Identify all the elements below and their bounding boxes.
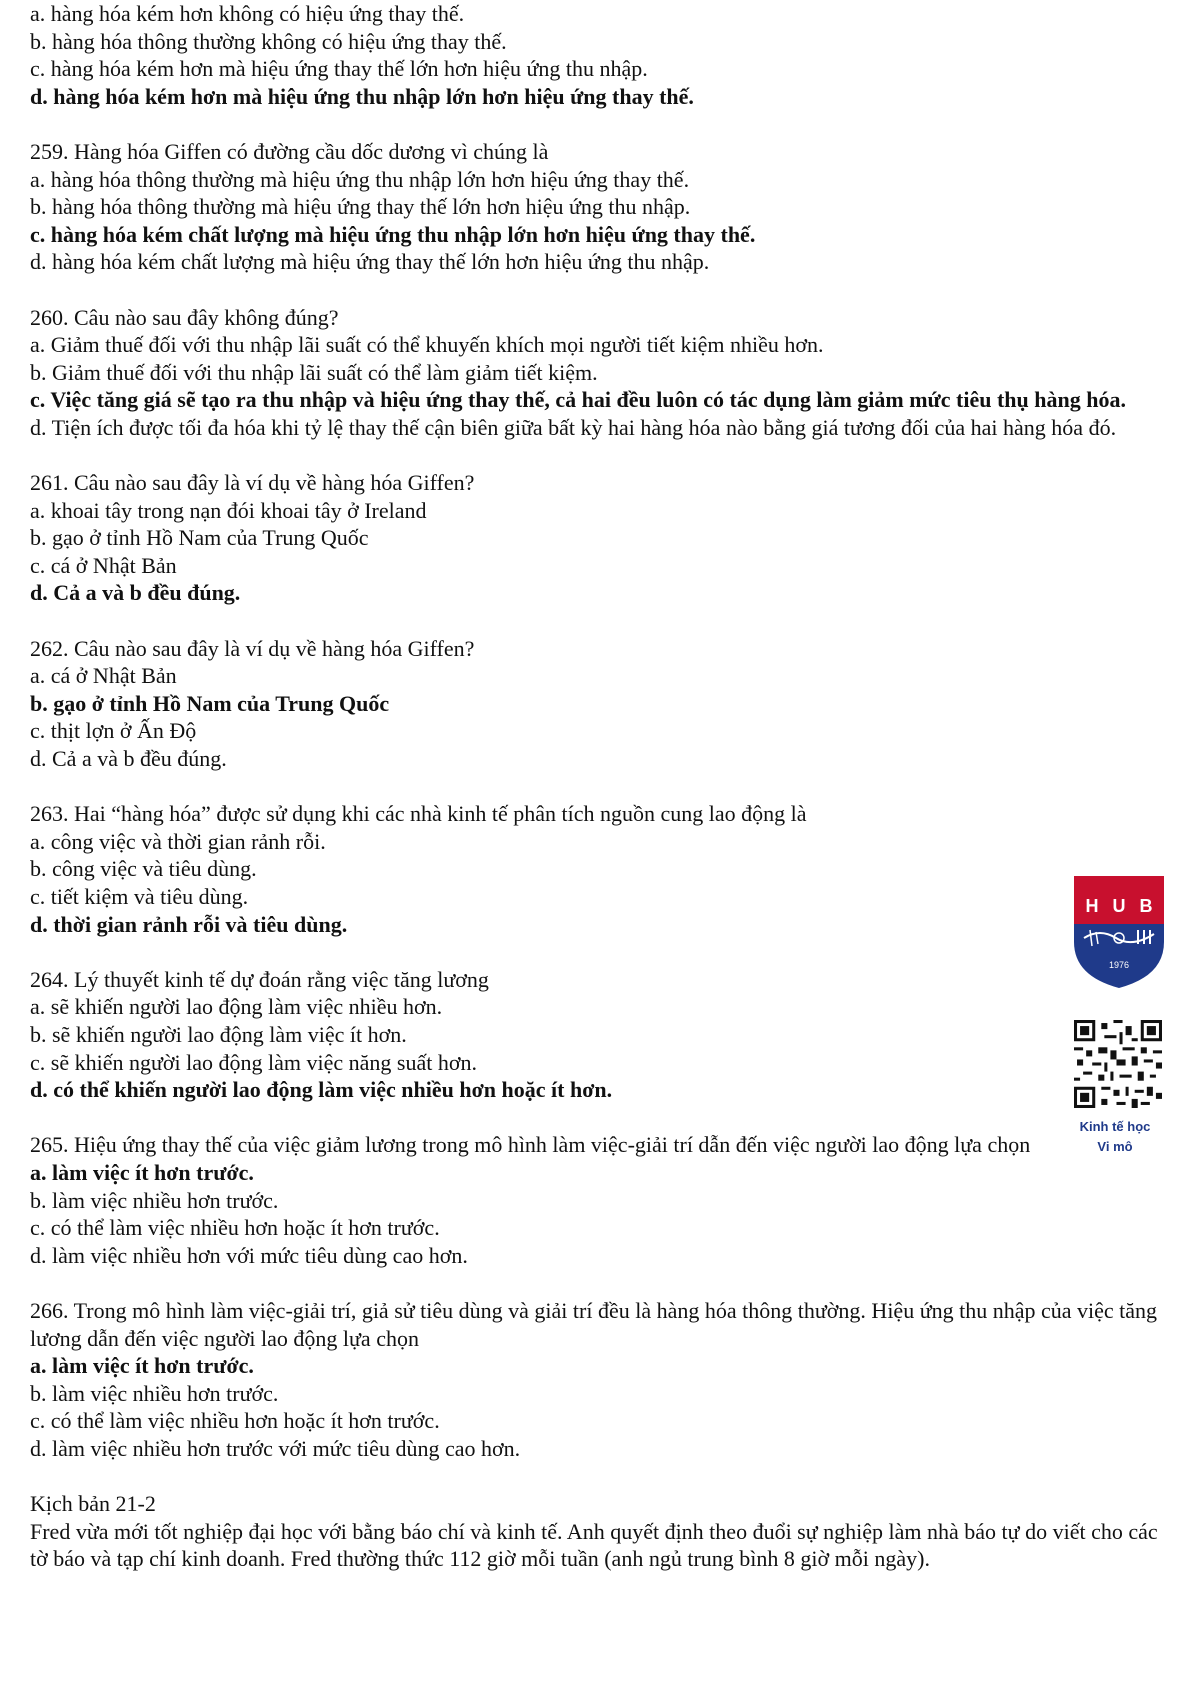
text-line: a. hàng hóa thông thường mà hiệu ứng thu nhập lớn hơn hiệu ứng thay thế. [30, 166, 690, 192]
logo-letter: B [1139, 896, 1153, 916]
text-line: a. công việc và thời gian rảnh rỗi. [30, 828, 326, 854]
text-line: 262. Câu nào sau đây là ví dụ về hàng hóa Giffen? [30, 635, 475, 661]
text-line: a. cá ở Nhật Bản [30, 663, 177, 689]
paragraph-gap [30, 276, 1160, 304]
paragraph-gap [30, 773, 1160, 801]
text-line: c. có thể làm việc nhiều hơn hoặc ít hơn trước. [30, 1215, 440, 1241]
text-line: d. làm việc nhiều hơn trước với mức tiêu dùng cao hơn. [30, 1435, 521, 1461]
text-line: b. làm việc nhiều hơn trước. [30, 1187, 279, 1213]
qr-code-icon [1074, 1020, 1162, 1108]
text-line: b. làm việc nhiều hơn trước. [30, 1380, 279, 1406]
text-line: 260. Câu nào sau đây không đúng? [30, 304, 339, 330]
text-line: Fred vừa mới tốt nghiệp đại học với bằng báo chí và kinh tế. Anh quyết định theo đuổi sự nghiệp làm nhà báo tự do viết cho các tờ báo và tạp chí kinh doanh. Fred thường thức 112 giờ mỗi tuần (anh ngủ trung bình 8 giờ mỗi ngày). [30, 1518, 1164, 1572]
hub-shield-icon [1070, 872, 1168, 992]
text-line: a. Giảm thuế đối với thu nhập lãi suất có thể khuyến khích mọi người tiết kiệm nhiều hơn. [30, 332, 824, 358]
logo-letter: H [1085, 896, 1099, 916]
logo-letter: U [1112, 896, 1126, 916]
answer-line-correct: d. thời gian rảnh rỗi và tiêu dùng. [30, 911, 348, 937]
paragraph-gap [30, 1269, 1160, 1297]
text-line: b. sẽ khiến người lao động làm việc ít hơn. [30, 1021, 407, 1047]
paragraph-gap [30, 938, 1160, 966]
side-caption-course: Vi mô [1097, 1139, 1133, 1154]
answer-line-correct: a. làm việc ít hơn trước. [30, 1353, 254, 1379]
text-line: 265. Hiệu ứng thay thế của việc giảm lương trong mô hình làm việc-giải trí dẫn đến việc người lao động lựa chọn [30, 1132, 1031, 1158]
answer-line-correct: c. hàng hóa kém chất lượng mà hiệu ứng thu nhập lớn hơn hiệu ứng thay thế. [30, 221, 756, 247]
text-line: d. Tiện ích được tối đa hóa khi tỷ lệ thay thế cận biên giữa bất kỳ hai hàng hóa nào bằng giá tương đối của hai hàng hóa đó. [30, 414, 1117, 440]
answer-line-correct: d. hàng hóa kém hơn mà hiệu ứng thu nhập lớn hơn hiệu ứng thay thế. [30, 83, 694, 109]
hub-logo [1070, 872, 1170, 997]
logo-year: 1976 [1108, 960, 1130, 970]
text-line: a. khoai tây trong nạn đói khoai tây ở Ireland [30, 497, 427, 523]
answer-line-correct: a. làm việc ít hơn trước. [30, 1159, 254, 1185]
text-line: c. có thể làm việc nhiều hơn hoặc ít hơn trước. [30, 1408, 440, 1434]
text-line: 259. Hàng hóa Giffen có đường cầu dốc dương vì chúng là [30, 138, 549, 164]
text-line: 263. Hai “hàng hóa” được sử dụng khi các nhà kinh tế phân tích nguồn cung lao động là [30, 801, 807, 827]
text-line: c. cá ở Nhật Bản [30, 552, 177, 578]
text-line: d. Cả a và b đều đúng. [30, 746, 227, 772]
text-line: b. Giảm thuế đối với thu nhập lãi suất có thể làm giảm tiết kiệm. [30, 359, 598, 385]
text-line: c. sẽ khiến người lao động làm việc năng suất hơn. [30, 1049, 477, 1075]
paragraph-gap [30, 607, 1160, 635]
paragraph-gap [30, 1104, 1160, 1132]
text-line: a. sẽ khiến người lao động làm việc nhiều hơn. [30, 994, 443, 1020]
text-line: c. thịt lợn ở Ấn Độ [30, 718, 197, 744]
answer-line-correct: b. gạo ở tỉnh Hồ Nam của Trung Quốc [30, 690, 390, 716]
text-line: c. hàng hóa kém hơn mà hiệu ứng thay thế lớn hơn hiệu ứng thu nhập. [30, 56, 648, 82]
text-line: d. làm việc nhiều hơn với mức tiêu dùng cao hơn. [30, 1242, 468, 1268]
paragraph-gap [30, 110, 1160, 138]
text-line: c. tiết kiệm và tiêu dùng. [30, 884, 249, 909]
text-line: 261. Câu nào sau đây là ví dụ về hàng hóa Giffen? [30, 470, 475, 496]
text-line: Kịch bản 21-2 [30, 1491, 156, 1517]
paragraph-gap [30, 442, 1160, 470]
answer-line-correct: d. Cả a và b đều đúng. [30, 580, 241, 606]
document-page [30, 0, 1164, 1573]
side-caption-subject: Kinh tế học [1079, 1119, 1151, 1134]
text-line: 264. Lý thuyết kinh tế dự đoán rằng việc tăng lương [30, 966, 489, 992]
text-line: 266. Trong mô hình làm việc-giải trí, giả sử tiêu dùng và giải trí đều là hàng hóa thông thường. Hiệu ứng thu nhập của việc tăng lương dẫn đến việc người lao động lựa chọn [30, 1297, 1163, 1351]
text-line: b. hàng hóa thông thường không có hiệu ứng thay thế. [30, 28, 507, 54]
paragraph-gap [30, 1462, 1160, 1490]
text-line: b. công việc và tiêu dùng. [30, 856, 257, 882]
answer-line-correct: d. có thể khiến người lao động làm việc nhiều hơn hoặc ít hơn. [30, 1077, 613, 1103]
text-line: b. hàng hóa thông thường mà hiệu ứng thay thế lớn hơn hiệu ứng thu nhập. [30, 194, 691, 220]
text-line: a. hàng hóa kém hơn không có hiệu ứng thay thế. [30, 1, 465, 26]
answer-line-correct: c. Việc tăng giá sẽ tạo ra thu nhập và hiệu ứng thay thế, cả hai đều luôn có tác dụng làm giảm mức tiêu thụ hàng hóa. [30, 387, 1126, 413]
text-line: d. hàng hóa kém chất lượng mà hiệu ứng thay thế lớn hơn hiệu ứng thu nhập. [30, 249, 710, 275]
text-line: b. gạo ở tỉnh Hồ Nam của Trung Quốc [30, 525, 369, 551]
